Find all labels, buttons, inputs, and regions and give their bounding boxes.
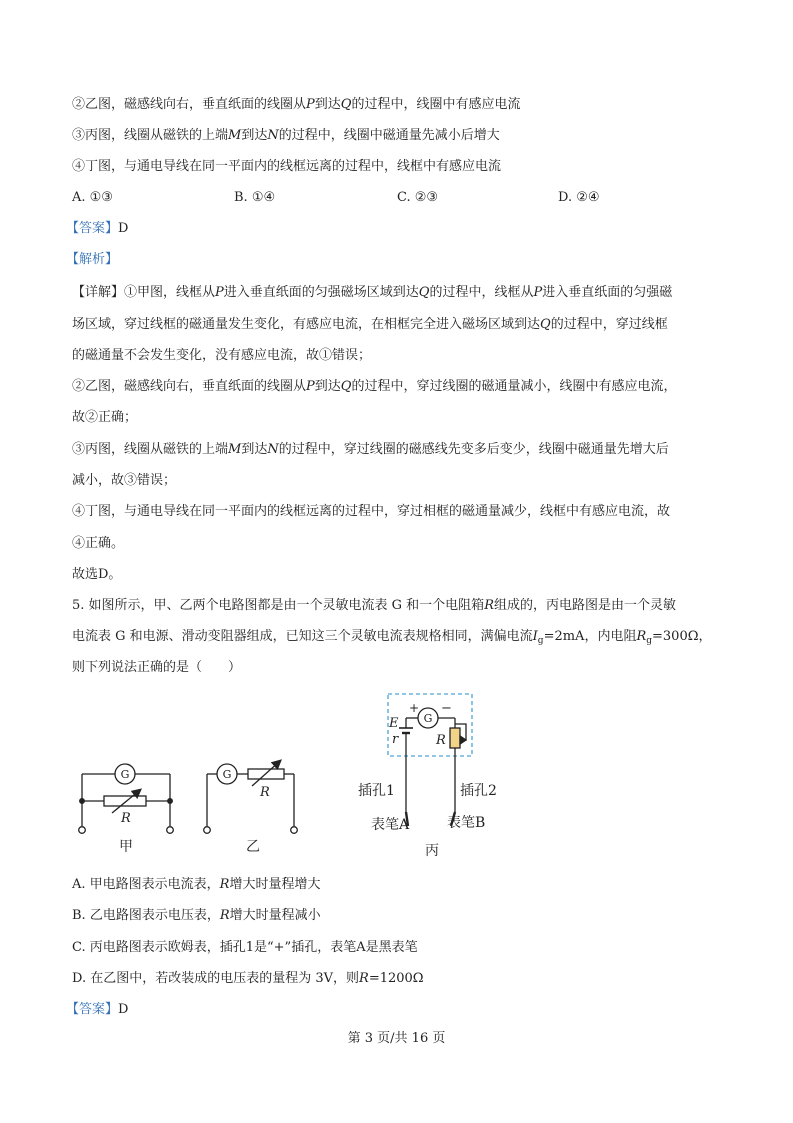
q5-answer: 【答案】D xyxy=(66,1002,129,1017)
circuit-yi xyxy=(204,761,298,833)
q4-detail-line-9: ④正确。 xyxy=(72,536,125,551)
probe-b-label: 表笔B xyxy=(447,815,486,831)
q4-statement-2: ②乙图，磁感线向右，垂直纸面的线圈从P到达Q的过程中，线圈中有感应电流 xyxy=(72,97,521,112)
q4-detail-line-2: 场区域，穿过线框的磁通量发生变化，有感应电流，在相框完全进入磁场区域到达Q的过程中，穿过线框 xyxy=(72,317,668,332)
q5-option-a: A. 甲电路图表示电流表，R增大时量程增大 xyxy=(72,877,321,892)
q5-option-d: D. 在乙图中，若改装成的电压表的量程为 3V，则R=1200Ω xyxy=(72,971,424,986)
minus-sign: − xyxy=(441,701,452,716)
resistor-label-jia: R xyxy=(121,811,131,826)
q4-detail-line-6: ③丙图，线圈从磁铁的上端M到达N的过程中，穿过线圈的磁感线先变多后变少，线圈中磁通量先增大后 xyxy=(72,442,669,457)
rheostat-label: R xyxy=(436,733,446,748)
q4-detail-line-3: 的磁通量不会发生变化，没有感应电流，故①错误； xyxy=(72,348,372,363)
q4-detail-line-1: 【详解】①甲图，线框从P进入垂直纸面的匀强磁场区域到达Q的过程中，线框从P进入垂直纸面的匀强磁 xyxy=(72,285,673,300)
galvanometer-label: G xyxy=(120,768,130,781)
q4-detail-line-7: 减小，故③错误； xyxy=(72,473,177,488)
page-footer: 第 3 页/共 16 页 xyxy=(347,1031,446,1046)
q5-stem-line-1: 5. 如图所示，甲、乙两个电路图都是由一个灵敏电流表 G 和一个电阻箱R组成的，丙电路图是由一个灵敏 xyxy=(72,598,676,613)
circuit-label-yi: 乙 xyxy=(246,839,260,855)
probe-a-label: 表笔A xyxy=(371,817,410,833)
q4-detail-line-8: ④丁图，与通电导线在同一平面内的线框远离的过程中，穿过相框的磁通量减少，线框中有感应电流，故 xyxy=(72,504,671,519)
q5-option-b: B. 乙电路图表示电压表，R增大时量程减小 xyxy=(72,908,321,923)
circuit-label-jia: 甲 xyxy=(119,839,133,855)
q4-statement-3: ③丙图，线圈从磁铁的上端M到达N的过程中，线圈中磁通量先减小后增大 xyxy=(72,128,500,143)
galvanometer-label: G xyxy=(222,768,232,781)
q4-detail-line-10: 故选D。 xyxy=(72,567,122,582)
q4-option-b: B. ①④ xyxy=(234,190,276,205)
internal-resistance-label: r xyxy=(392,732,399,747)
emf-label: E xyxy=(389,716,399,731)
plus-sign: + xyxy=(409,701,420,715)
q5-option-c: C. 丙电路图表示欧姆表，插孔1是“+”插孔，表笔A是黑表笔 xyxy=(72,940,418,955)
q4-detail-line-4: ②乙图，磁感线向右，垂直纸面的线圈从P到达Q的过程中，穿过线圈的磁通量减小，线圈中有感应电流， xyxy=(72,379,677,394)
resistor-label-yi: R xyxy=(260,785,270,800)
q4-option-a: A. ①③ xyxy=(72,190,113,205)
q4-option-d: D. ②④ xyxy=(558,190,600,205)
galvanometer-label: G xyxy=(423,712,433,725)
q4-option-c: C. ②③ xyxy=(397,190,439,205)
q5-stem-line-2: 电流表 G 和电源、滑动变阻器组成，已知这三个灵敏电流表规格相同，满偏电流$I_g=2mA$，内电阻$R_g=300\Omega$， xyxy=(72,629,712,646)
q4-detail-line-5: 故②正确； xyxy=(72,410,138,425)
q5-stem-line-3: 则下列说法正确的是（ ） xyxy=(72,660,242,675)
resistor-box-jia xyxy=(104,796,146,806)
answer-label: 【答案】 xyxy=(66,1002,119,1017)
q4-answer: 【答案】D xyxy=(66,221,129,236)
jack-1-label: 插孔1 xyxy=(358,783,395,799)
q4-statement-4: ④丁图，与通电导线在同一平面内的线框远离的过程中，线框中有感应电流 xyxy=(72,159,502,174)
jack-2-label: 插孔2 xyxy=(460,783,497,799)
circuit-label-bing: 丙 xyxy=(425,843,439,859)
rheostat-body xyxy=(450,728,460,748)
q4-analysis-label: 【解析】 xyxy=(66,252,119,267)
answer-label: 【答案】 xyxy=(66,221,119,236)
